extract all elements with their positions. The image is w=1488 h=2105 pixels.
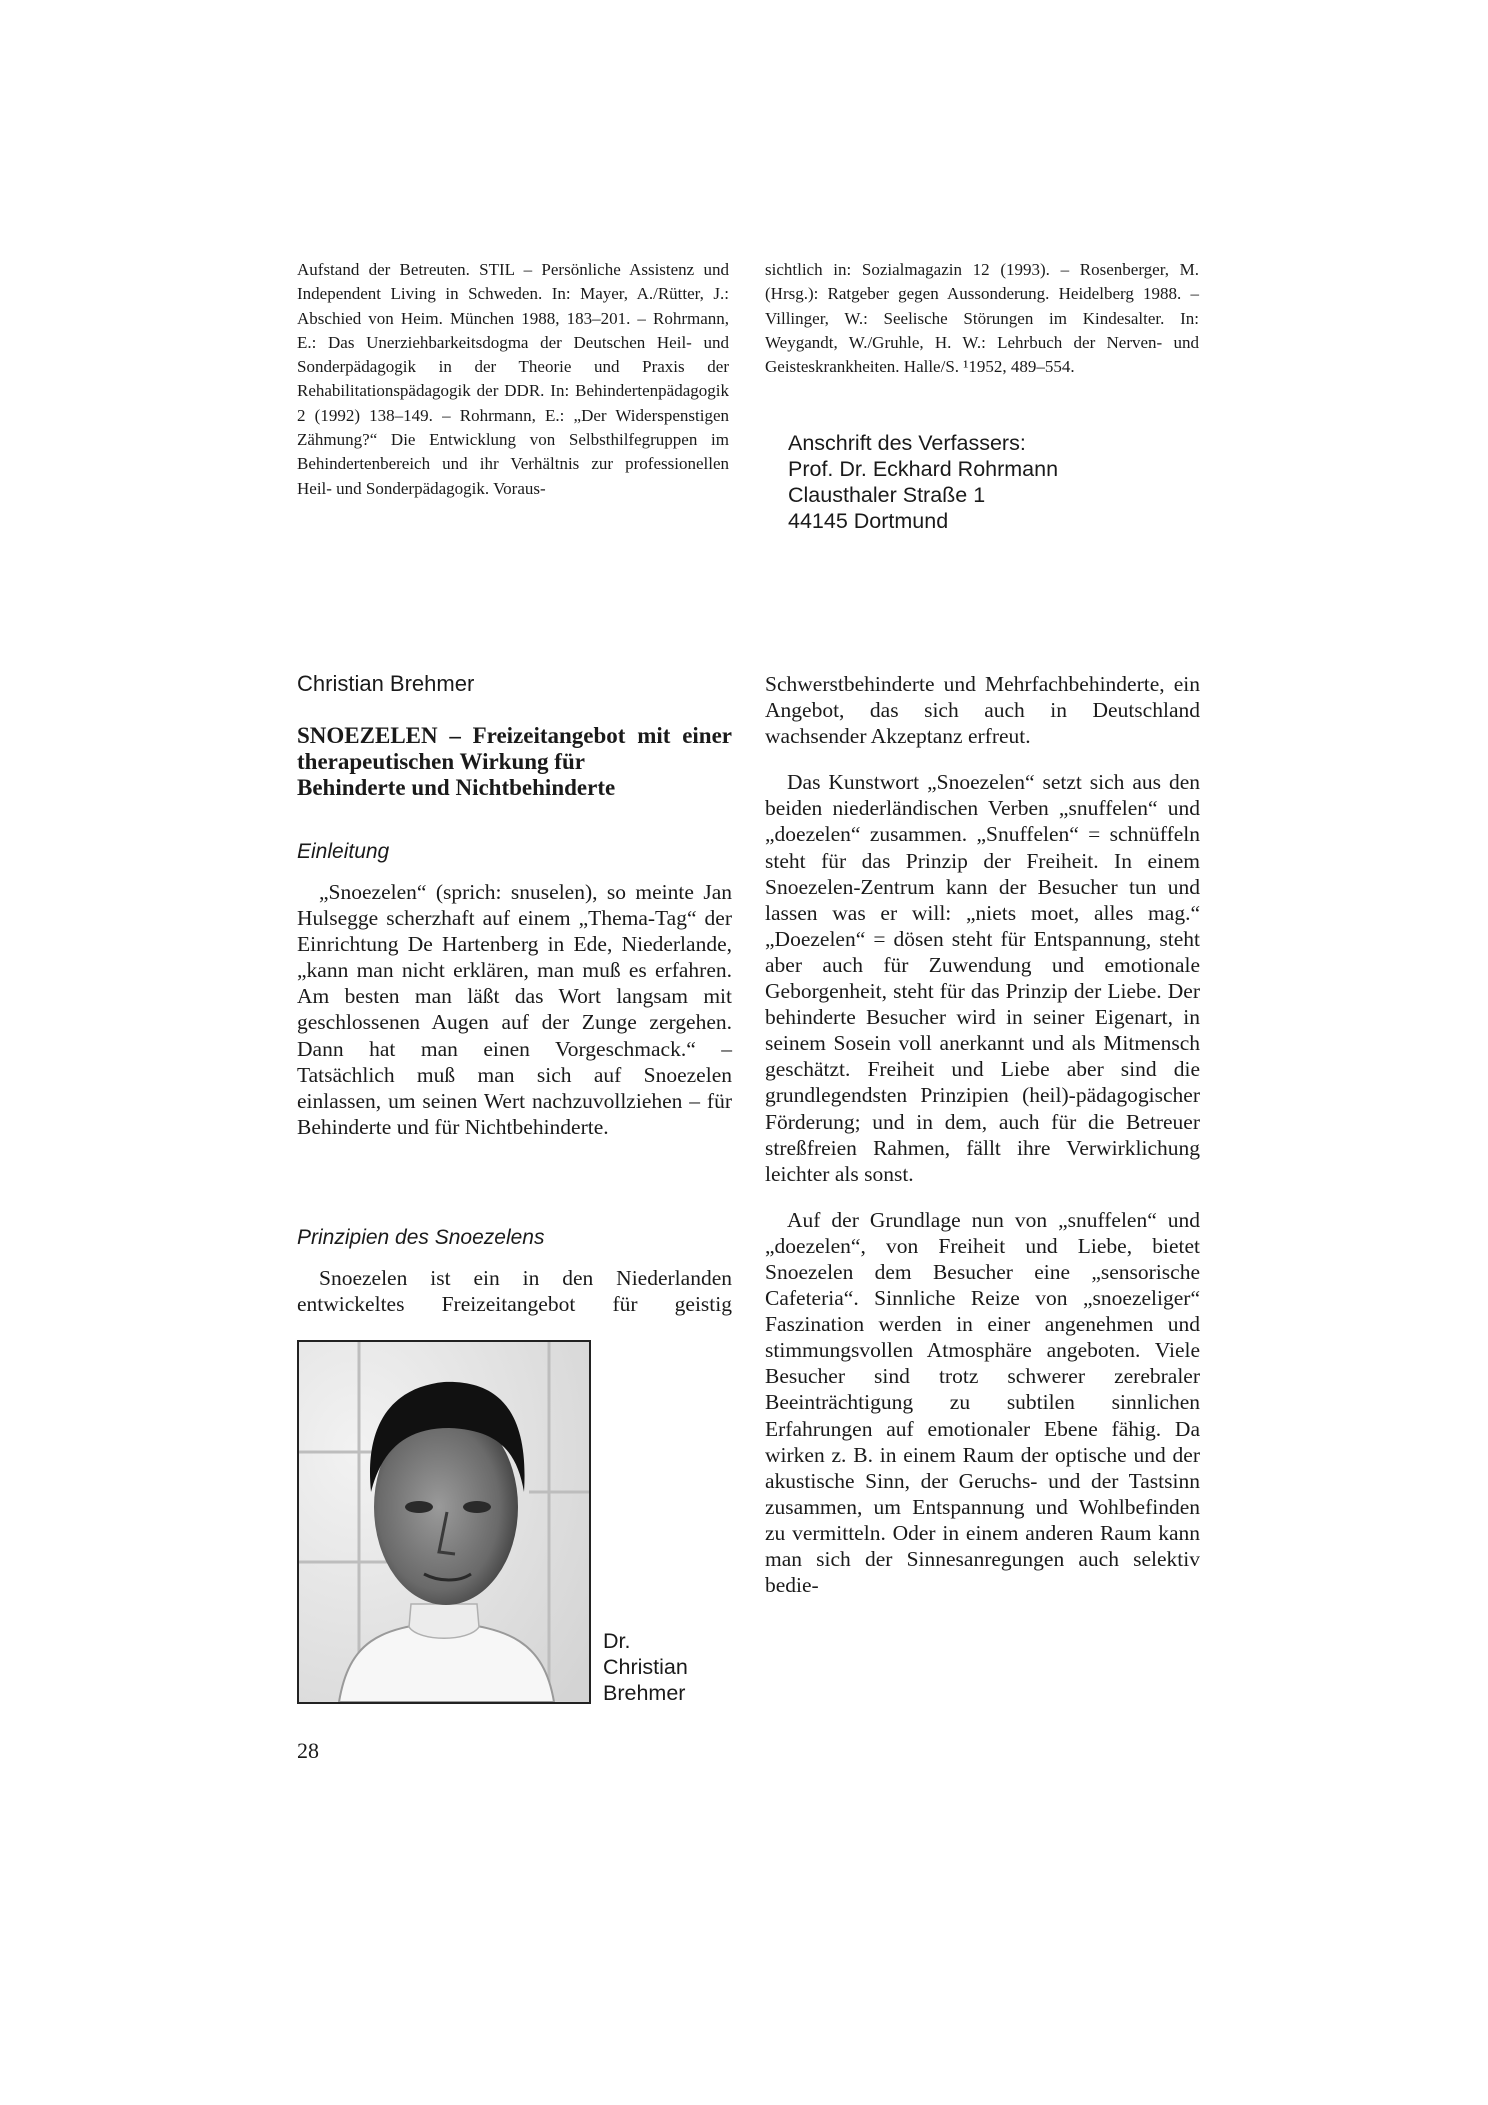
paragraph-2-start: Snoezelen ist ein in den Niederlanden entwickeltes Freizeitangebot für geistig (297, 1266, 732, 1317)
column-right-text (765, 671, 1200, 1598)
references-left: Aufstand der Betreuten. STIL – Persönliche Assistenz und Independent Living in Schweden. In: Mayer, A./Rütter, J.: Abschied von Heim. München 1988, 183–201. – Rohrmann, E.: Das Unerziehbarkeitsdogma der Deutschen Heil- und Sonderpädagogik in der Theorie und Praxis der Rehabilitationspädagogik der DDR. In: Behindertenpädagogik 2 (1992) 138–149. – Rohrmann, E.: „Der Widerspenstigen Zähmung?“ Die Entwicklung von Selbsthilfegruppen im Behindertenbereich und ihr Verhältnis zur professionellen Heil- und Sonderpädagogik. Voraus- (297, 260, 729, 498)
author-photo (297, 1340, 591, 1704)
address-name: Prof. Dr. Eckhard Rohrmann (788, 457, 1059, 481)
paragraph-2-end: Schwerstbehinderte und Mehrfachbehinderte, ein Angebot, das sich auch in Deutschland wachsender Akzeptanz erfreut. (765, 672, 1200, 749)
address-city: 44145 Dortmund (788, 509, 949, 533)
article-author: Christian Brehmer (297, 671, 475, 696)
paragraph-4: Auf der Grundlage nun von „snuffelen“ und „doezelen“, von Freiheit und Liebe, bietet Snoezelen dem Besucher eine „sensorische Cafeteria“. Sinnliche Reize von „snoezeliger“ Faszination werden in einer angenehmen und stimmungsvollen Atmosphäre angeboten. Viele Besucher sind trotz schwerer zerebraler Beeinträchtigung zu subtilen sinnlichen Erfahrungen auf emotionaler Ebene fähig. Da wirken z. B. in einem Raum der optische und der akustische Sinn, der Geruchs- und der Tastsinn zusammen, um Entspannung und Wohlbefinden zu vermitteln. Oder in einem anderen Raum kann man sich der Sinnesanregungen auch selektiv bedie- (765, 1207, 1200, 1598)
address-street: Clausthaler Straße 1 (788, 483, 986, 507)
photo-caption (603, 1628, 688, 1706)
caption-line2: Christian (603, 1655, 688, 1679)
author-address (788, 430, 1208, 534)
section-heading-einleitung: Einleitung (297, 840, 390, 863)
section-heading-prinzipien: Prinzipien des Snoezelens (297, 1226, 545, 1249)
page-number: 28 (297, 1738, 319, 1763)
caption-line3: Brehmer (603, 1681, 686, 1705)
column-left-text-b (297, 1265, 732, 1317)
paragraph-3: Das Kunstwort „Snoezelen“ setzt sich aus den beiden niederländischen Verben „snuffelen“ und „doezelen“ zusammen. „Snuffelen“ = schnüffeln steht für das Prinzip der Freiheit. In einem Snoezelen-Zentrum kann der Besucher tun und lassen was er will: „niets moet, alles mag.“ „Doezelen“ = dösen steht für Entspannung, steht aber auch für Zuwendung und emotionale Geborgenheit, steht für das Prinzip der Liebe. Der behinderte Besucher wird in seiner Eigenart, in seinem Sosein voll anerkannt und als Mitmensch geschätzt. Freiheit und Liebe aber sind die grundlegendsten Prinzipien (heil)-pädagogischer Förderung; und in dem, auch für die Betreuer streßfreien Rahmen, fällt ihre Verwirklichung leichter als sonst. (765, 770, 1200, 1186)
article-title-line2: Behinderte und Nichtbehinderte (297, 775, 616, 800)
article-title-line1: SNOEZELEN – Freizeitangebot mit einer therapeutischen Wirkung für (297, 723, 732, 774)
references-right: sichtlich in: Sozialmagazin 12 (1993). – Rosenberger, M. (Hrsg.): Ratgeber gegen Aussonderung. Heidelberg 1988. – Villinger, W.: Seelische Störungen im Kindesalter. In: Weygandt, W./Gruhle, H. W.: Lehrbuch der Nerven- und Geisteskrankheiten. Halle/S. ¹1952, 489–554. (765, 260, 1199, 377)
article-title (297, 723, 732, 801)
paragraph-1: „Snoezelen“ (sprich: snuselen), so meinte Jan Hulsegge scherzhaft auf einem „Thema-Tag“ der Einrichtung De Hartenberg in Ede, Niederlande, „kann man nicht erklären, man muß es erfahren. Am besten man läßt das Wort langsam mit geschlossenen Augen auf der Zunge zergehen. Dann hat man einen Vorgeschmack.“ – Tatsächlich muß man sich auf Snoezelen einlassen, um seinen Wert nachzuvollziehen – für Behinderte und für Nichtbehinderte. (297, 880, 732, 1139)
caption-line1: Dr. (603, 1629, 631, 1653)
column-left-text-a (297, 879, 732, 1140)
portrait-image (299, 1342, 589, 1702)
address-label: Anschrift des Verfassers: (788, 431, 1026, 455)
